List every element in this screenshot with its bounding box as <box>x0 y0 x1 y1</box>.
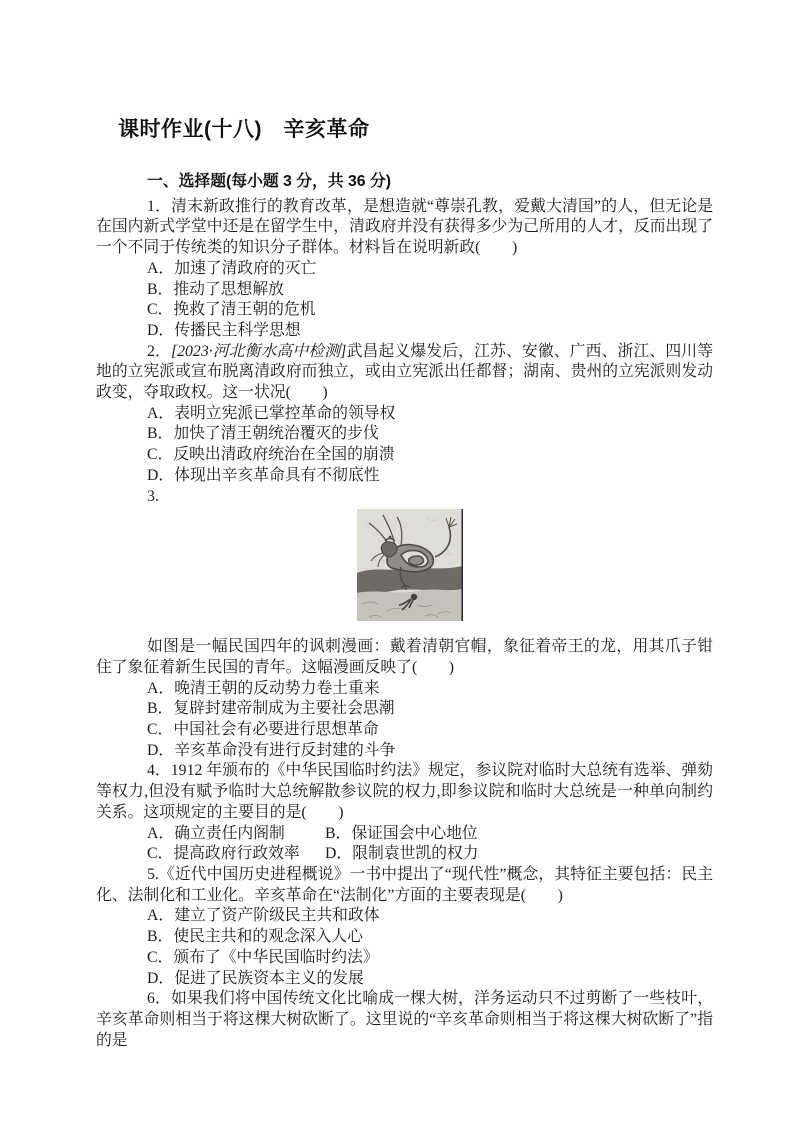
question-3-option-b: B．复辟封建帝制成为主要社会思潮 <box>147 700 395 718</box>
question-4-option-a: A．确立责任内阁制 <box>147 824 285 842</box>
question-5-option-d: D．促进了民族资本主义的发展 <box>147 969 364 987</box>
question-4-option-b: B．保证国会中心地位 <box>325 824 478 842</box>
question-4-options-row-2 <box>96 844 713 865</box>
question-2-source-tag: [2023·河北衡水高中检测] <box>170 342 347 360</box>
question-2-text: 武昌起义爆发后，江苏、安徽、广西、浙江、四川等地的立宪派或宣布脱离清政府而独立，或由立宪派出任都督；湖南、贵州的立宪派则发动政变，夺取政权。这一状况( ) <box>96 342 713 402</box>
question-2-option-c: C．反映出清政府统治在全国的崩溃 <box>147 446 395 464</box>
question-5-option-a: A．建立了资产阶级民主共和政体 <box>147 907 380 925</box>
question-1-option-d: D．传播民主科学思想 <box>147 321 301 339</box>
worksheet-content <box>96 0 713 1051</box>
question-1-stem: 1．清末新政推行的教育改革，是想造就“尊崇孔教，爱戴大清国”的人，但无论是在国内新式学堂中还是在留学生中，清政府并没有获得多少为己所用的人才，反而出现了一个不同于传统类的知识分子群体。材料旨在说明新政( ) <box>96 197 713 257</box>
question-2-number: 2． <box>147 342 171 360</box>
question-3-number: 3. <box>147 487 159 505</box>
dragon-cartoon-drawing <box>357 509 463 621</box>
question-2-option-d: D．体现出辛亥革命具有不彻底性 <box>147 466 380 484</box>
page-title: 课时作业(十八) 辛亥革命 <box>118 118 370 141</box>
question-4-option-d: D．限制袁世凯的权力 <box>325 845 479 863</box>
question-3-option-c: C．中国社会有必要进行思想革命 <box>147 721 379 739</box>
question-1-option-b: B．推动了思想解放 <box>147 280 284 298</box>
question-3-stem: 如图是一幅民国四年的讽刺漫画：戴着清朝官帽，象征着帝王的龙，用其爪子钳住了象征着新生民国的青年。这幅漫画反映了( ) <box>96 638 713 676</box>
question-5-option-b: B．使民主共和的观念深入人心 <box>147 928 363 946</box>
question-1-option-a: A．加速了清政府的灭亡 <box>147 259 317 277</box>
question-4-stem: 4．1912 年颁布的《中华民国临时约法》规定，参议院对临时大总统有选举、弹劾等权力,但没有赋予临时大总统解散参议院的权力,即参议院和临时大总统是一种单向制约关系。这项规定的主要目的是( ) <box>96 762 713 821</box>
question-5-option-c: C．颁布了《中华民国临时约法》 <box>147 948 379 966</box>
question-2-stem <box>96 342 713 404</box>
question-2-option-b: B．加快了清王朝统治覆灭的步伐 <box>147 425 379 443</box>
question-3-option-a: A．晚清王朝的反动势力卷土重来 <box>147 679 380 697</box>
question-4-options-row-1 <box>96 824 713 845</box>
section-heading: 一、选择题(每小题 3 分，共 36 分) <box>147 173 391 190</box>
question-5-stem: 5.《近代中国历史进程概说》一书中提出了“现代性”概念，其特征主要包括：民主化、法制化和工业化。辛亥革命在“法制化”方面的主要表现是( ) <box>96 865 713 904</box>
question-1-option-c: C．挽救了清王朝的危机 <box>147 301 316 319</box>
question-6-stem: 6．如果我们将中国传统文化比喻成一棵大树，洋务运动只不过剪断了一些枝叶，辛亥革命则相当于将这棵大树砍断了。这里说的“辛亥革命则相当于将这棵大树砍断了”指的是 <box>96 990 713 1049</box>
q3-satirical-cartoon-image <box>357 509 463 621</box>
question-3-option-d: D．辛亥革命没有进行反封建的斗争 <box>147 741 396 759</box>
question-2-option-a: A．表明立宪派已掌控革命的领导权 <box>147 404 396 422</box>
question-4-option-c: C．提高政府行政效率 <box>147 845 300 863</box>
